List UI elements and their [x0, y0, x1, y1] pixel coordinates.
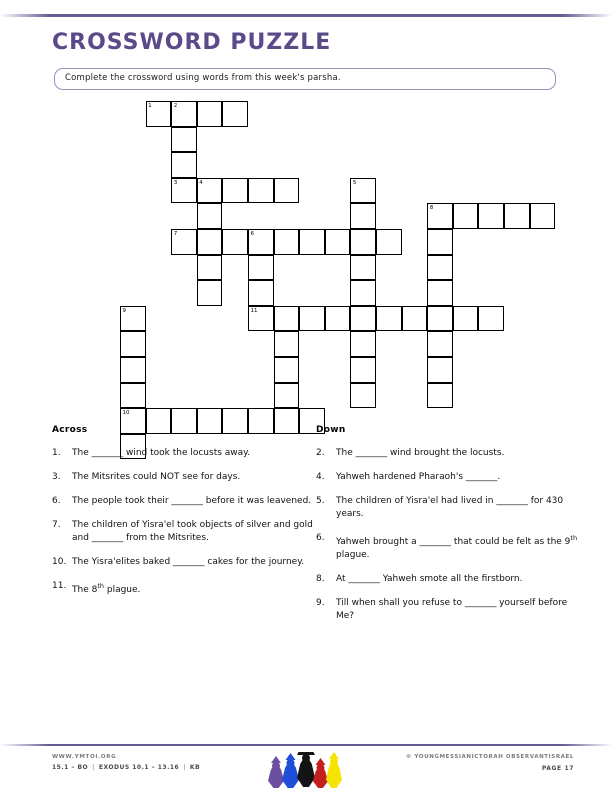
crossword-cell[interactable] — [274, 229, 300, 255]
crossword-cell[interactable] — [350, 178, 376, 204]
crossword-cell[interactable] — [248, 280, 274, 306]
clue-number: 7. — [52, 520, 61, 530]
crossword-cell[interactable] — [427, 306, 453, 332]
clue-item — [52, 471, 314, 484]
crossword-cell[interactable] — [197, 178, 223, 204]
crossword-cell[interactable] — [350, 331, 376, 357]
clue-item — [316, 447, 578, 460]
instruction-text: Complete the crossword using words from this week's parsha. — [65, 73, 341, 83]
clue-number: 3. — [52, 472, 61, 482]
footer-page-number: PAGE 17 — [541, 765, 574, 772]
clue-item — [316, 471, 578, 484]
crossword-cell[interactable] — [427, 280, 453, 306]
clue-item — [52, 580, 314, 597]
crossword-cell[interactable] — [274, 331, 300, 357]
crossword-cell[interactable] — [350, 203, 376, 229]
clue-text: The Yisra'elites baked _______ cakes for the journey. — [72, 557, 305, 567]
crossword-cell[interactable] — [120, 357, 146, 383]
crossword-cell-number: 2 — [173, 103, 178, 109]
crossword-cell-number: 9 — [122, 307, 126, 314]
clue-item — [316, 597, 578, 623]
clue-text: The children of Yisra'el took objects of silver and gold and _______ from the Mitsrites. — [72, 520, 313, 543]
crossword-cell[interactable] — [402, 306, 428, 332]
crossword-cell[interactable] — [146, 101, 172, 127]
crossword-cell[interactable] — [197, 203, 223, 229]
across-clues-section — [52, 425, 314, 608]
logo-figure-hat — [329, 752, 339, 759]
clue-text: At _______ Yahweh smote all the firstborn. — [336, 574, 523, 584]
clue-text: The Mitsrites could NOT see for days. — [72, 472, 241, 482]
clue-ordinal-suffix: th — [570, 534, 578, 542]
footer-copyright: © YOUNGMESSIANICTORAH OBSERVANTISRAEL — [405, 754, 574, 760]
crossword-cell[interactable] — [299, 229, 325, 255]
across-heading: Across — [52, 425, 88, 435]
clue-number: 1. — [52, 448, 61, 458]
crossword-cell[interactable] — [120, 306, 146, 332]
footer-reference — [52, 764, 200, 771]
crossword-cell[interactable] — [376, 306, 402, 332]
clue-text: The people took their _______ before it was leavened. — [72, 496, 312, 506]
crossword-cell-number: 3 — [173, 179, 178, 186]
crossword-cell-number: 5 — [352, 179, 357, 186]
crossword-cell[interactable] — [427, 229, 453, 255]
crossword-cell[interactable] — [376, 229, 402, 255]
crossword-cell[interactable] — [427, 255, 453, 281]
clue-number: 6. — [316, 533, 325, 543]
crossword-cell-number: 10 — [122, 410, 130, 417]
crossword-cell[interactable] — [171, 152, 197, 178]
crossword-cell[interactable] — [274, 178, 300, 204]
crossword-cell[interactable] — [222, 229, 248, 255]
clue-number: 8. — [316, 574, 325, 584]
logo-figure-hat — [297, 752, 315, 755]
crossword-cell[interactable] — [222, 178, 248, 204]
crossword-cell[interactable] — [504, 203, 530, 229]
crossword-cell[interactable] — [350, 255, 376, 281]
logo-figure-hat — [316, 758, 326, 765]
crossword-cell[interactable] — [120, 331, 146, 357]
footer-separator-1: | — [92, 764, 95, 771]
crossword-cell-number: 7 — [173, 231, 178, 237]
across-clue-list — [52, 447, 314, 597]
crossword-cell-number: 6 — [250, 231, 254, 237]
clue-number: 2. — [316, 448, 325, 458]
crossword-cell-number: 8 — [429, 205, 434, 212]
crossword-cell[interactable] — [299, 306, 325, 332]
clue-item — [316, 532, 578, 562]
footer-lesson-ref: 15.1 – BO — [52, 764, 89, 771]
crossword-cell[interactable] — [478, 306, 504, 332]
clue-number: 6. — [52, 496, 61, 506]
clue-text: The 8th plague. — [72, 582, 141, 595]
crossword-cell[interactable] — [325, 229, 351, 255]
crossword-cell[interactable] — [350, 280, 376, 306]
logo-figure-hat — [271, 756, 281, 763]
crossword-cell[interactable] — [274, 306, 300, 332]
crossword-cell[interactable] — [248, 178, 274, 204]
crossword-cell[interactable] — [171, 127, 197, 153]
crossword-cell[interactable] — [197, 280, 223, 306]
crossword-cell[interactable] — [248, 306, 274, 332]
logo-figure-hat — [286, 753, 296, 760]
crossword-cell[interactable] — [350, 357, 376, 383]
crossword-cell[interactable] — [171, 101, 197, 127]
crossword-cell[interactable] — [248, 229, 274, 255]
logo-figure-head — [302, 754, 310, 762]
crossword-cell[interactable] — [427, 203, 453, 229]
organization-logo-icon — [266, 752, 352, 790]
down-heading: Down — [316, 425, 346, 435]
clue-item — [316, 495, 578, 521]
crossword-cell[interactable] — [274, 383, 300, 409]
crossword-cell[interactable] — [222, 101, 248, 127]
crossword-cell[interactable] — [248, 255, 274, 281]
footer-website[interactable]: WWW.YMTOI.ORG — [52, 754, 117, 760]
clue-text: Yahweh hardened Pharaoh's _______. — [336, 472, 501, 482]
down-clues-section — [316, 425, 578, 634]
crossword-cell[interactable] — [453, 306, 479, 332]
logo-figure-head — [317, 764, 325, 772]
crossword-cell[interactable] — [171, 229, 197, 255]
clue-text: The _______ wind took the locusts away. — [72, 448, 251, 458]
crossword-cell[interactable] — [530, 203, 556, 229]
crossword-cell[interactable] — [197, 229, 223, 255]
clue-number: 9. — [316, 598, 325, 608]
footer-separator-2: | — [183, 764, 186, 771]
crossword-cell[interactable] — [197, 101, 223, 127]
crossword-cell[interactable] — [197, 255, 223, 281]
crossword-cell[interactable] — [325, 306, 351, 332]
bottom-accent-rule — [0, 744, 612, 746]
crossword-cell[interactable] — [427, 357, 453, 383]
clue-item — [52, 519, 314, 545]
clue-number: 5. — [316, 496, 325, 506]
clue-number: 4. — [316, 472, 325, 482]
clue-item — [52, 447, 314, 460]
clue-item — [52, 556, 314, 569]
crossword-cell[interactable] — [171, 178, 197, 204]
crossword-cell[interactable] — [274, 357, 300, 383]
page-title: CROSSWORD PUZZLE — [52, 30, 332, 55]
crossword-cell-number: 1 — [148, 103, 152, 109]
clue-number: 10. — [52, 557, 67, 567]
clue-item — [316, 573, 578, 586]
crossword-cell[interactable] — [350, 229, 376, 255]
footer-left — [52, 754, 200, 771]
footer-right — [406, 754, 574, 772]
logo-figure-head — [272, 762, 280, 770]
crossword-cell[interactable] — [427, 383, 453, 409]
crossword-cell[interactable] — [120, 383, 146, 409]
crossword-cell[interactable] — [350, 306, 376, 332]
clue-text: The _______ wind brought the locusts. — [336, 448, 505, 458]
footer-code: KB — [189, 764, 201, 771]
crossword-cell-number: 4 — [199, 179, 203, 186]
down-clue-list — [316, 447, 578, 623]
logo-figure-head — [330, 758, 338, 766]
clue-text: The children of Yisra'el had lived in _______ for 430 years. — [336, 496, 564, 519]
clue-text: Yahweh brought a _______ that could be felt as the 9th plague. — [336, 534, 578, 560]
crossword-cell[interactable] — [478, 203, 504, 229]
logo-figure-head — [287, 759, 295, 767]
crossword-cell[interactable] — [427, 331, 453, 357]
footer-scripture-ref: EXODUS 10.1 – 13.16 — [98, 764, 180, 771]
clue-item — [52, 495, 314, 508]
clue-text: Till when shall you refuse to _______ yourself before Me? — [336, 598, 568, 621]
crossword-cell[interactable] — [350, 383, 376, 409]
crossword-cell[interactable] — [453, 203, 479, 229]
clue-ordinal-suffix: th — [97, 582, 104, 590]
crossword-cell-number: 11 — [250, 307, 258, 314]
clue-number: 11. — [52, 581, 67, 591]
